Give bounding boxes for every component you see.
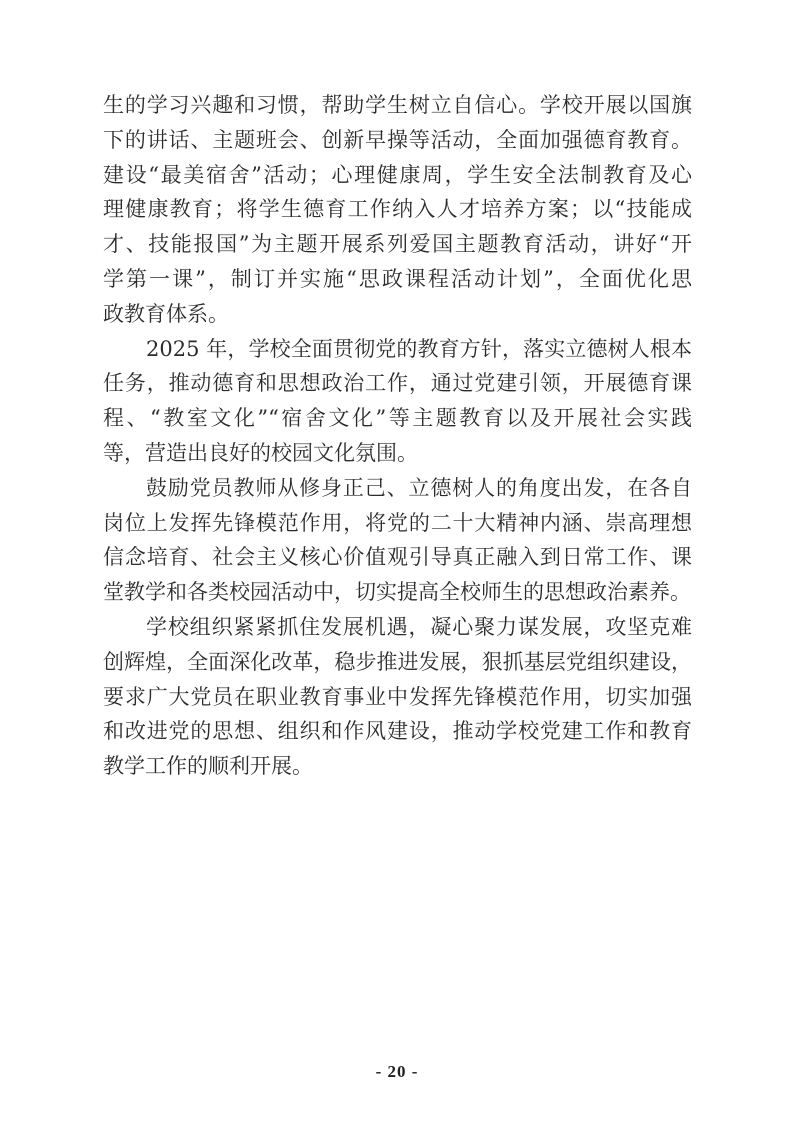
text-line: 教学工作的顺利开展。 [103, 754, 313, 779]
text-line: 2025 年，学校全面贯彻党的教育方针，落实立德树人根本 [146, 336, 692, 361]
page-number: - 20 - [375, 1062, 419, 1081]
text-line: 堂教学和各类校园活动中，切实提高全校师生的思想政治素养。 [103, 580, 691, 605]
text-line: 下的讲话、主题班会、创新早操等活动，全面加强德育教育。 [103, 127, 692, 152]
text-line: 生的学习兴趣和习惯，帮助学生树立自信心。学校开展以国旗 [103, 93, 692, 117]
text-line: 和改进党的思想、组织和作风建设，推动学校党建工作和教育 [103, 719, 692, 744]
paragraph [103, 471, 692, 610]
text-line: 建设“最美宿舍”活动；心理健康周，学生安全法制教育及心 [103, 162, 692, 187]
text-line: 学第一课”，制订并实施“思政课程活动计划”，全面优化思 [103, 266, 692, 291]
text-line: 要求广大党员在职业教育事业中发挥先锋模范作用，切实加强 [103, 684, 692, 709]
paragraph [103, 332, 692, 471]
text-line: 信念培育、社会主义核心价值观引导真正融入到日常工作、课 [103, 545, 692, 570]
paragraph [103, 88, 692, 332]
text-line: 岗位上发挥先锋模范作用，将党的二十大精神内涵、崇高理想 [103, 510, 692, 535]
text-line: 任务，推动德育和思想政治工作，通过党建引领，开展德育课 [103, 371, 692, 396]
text-line: 创辉煌，全面深化改革，稳步推进发展，狠抓基层党组织建设， [103, 649, 692, 674]
text-line: 程、“教室文化”“宿舍文化”等主题教育以及开展社会实践 [103, 406, 692, 431]
text-line: 学校组织紧紧抓住发展机遇，凝心聚力谋发展，攻坚克难 [146, 614, 692, 639]
text-line: 才、技能报国”为主题开展系列爱国主题教育活动，讲好“开 [103, 232, 692, 257]
text-line: 鼓励党员教师从修身正己、立德树人的角度出发，在各自 [146, 475, 692, 500]
text-line: 等，营造出良好的校园文化氛围。 [103, 440, 418, 465]
text-line: 理健康教育；将学生德育工作纳入人才培养方案；以“技能成 [103, 197, 692, 222]
document-body [103, 88, 692, 784]
text-line: 政教育体系。 [103, 301, 229, 326]
page-footer [0, 1062, 794, 1082]
paragraph [103, 610, 692, 784]
